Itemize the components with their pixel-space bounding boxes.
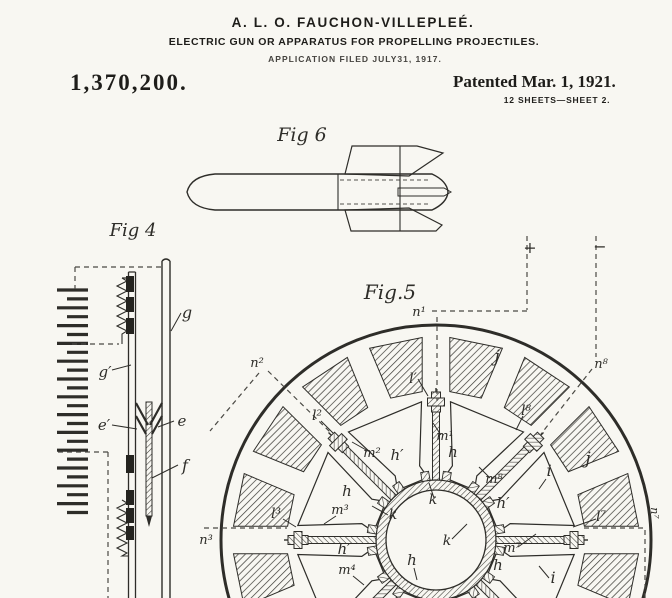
part-label-j: j — [585, 449, 591, 469]
part-label-h: h′ — [390, 446, 404, 464]
part-label-l2: l² — [311, 408, 323, 424]
patented-date: Patented Mar. 1, 1921. — [453, 72, 616, 91]
plus-terminal-label: + — [523, 238, 537, 257]
part-label-l3: l³ — [270, 506, 282, 522]
figure-title-fig5: Fig.5 — [363, 280, 417, 304]
part-label-k: k — [428, 492, 438, 508]
part-label-k: k — [388, 507, 398, 523]
resistor-bank — [57, 290, 88, 513]
zigzag-upper — [117, 278, 127, 344]
part-label-f: f — [182, 456, 188, 475]
part-label-n3: n³ — [199, 533, 213, 548]
fin-bottom — [345, 208, 442, 231]
part-label-h: h′ — [496, 494, 510, 512]
part-label-i: i — [546, 461, 552, 480]
patent-number: 1,370,200. — [70, 70, 188, 95]
sheet-info: 12 SHEETS—SHEET 2. — [503, 95, 611, 105]
fin-top — [345, 146, 443, 176]
part-label-h: h — [493, 556, 503, 574]
part-label-i: i — [550, 568, 556, 587]
figure-title-fig6: Fig 6 — [277, 124, 327, 146]
part-label-l: l′ — [409, 371, 417, 387]
application-filed-line: APPLICATION FILED JULY31, 1917. — [268, 54, 442, 64]
part-label-n7: n⁷ — [648, 507, 661, 519]
part-label-h: h′ — [337, 540, 351, 558]
part-label-m3: m³ — [331, 503, 349, 518]
figure-title-fig4: Fig 4 — [109, 220, 157, 241]
part-label-n8: n⁸ — [594, 357, 608, 372]
part-label-j: j — [494, 347, 500, 367]
part-label-e: e′ — [97, 416, 111, 434]
inventor-name: A. L. O. FAUCHON-VILLEPLEÉ. — [231, 15, 475, 30]
part-label-l8: l⁸ — [520, 403, 532, 419]
minus-terminal-label: − — [593, 237, 607, 256]
part-label-g: g′ — [98, 363, 112, 381]
fig5-stator-diagram — [204, 236, 651, 598]
part-label-h: h — [342, 482, 352, 500]
part-label-e: e — [177, 412, 187, 430]
part-label-k: k — [442, 533, 452, 549]
fig4-projectile — [136, 402, 162, 527]
part-label-m8: m⁸ — [485, 472, 503, 487]
contact-segments — [126, 276, 134, 540]
patent-title: ELECTRIC GUN OR APPARATUS FOR PROPELLING PROJECTILES. — [168, 36, 540, 48]
tail-rod — [398, 188, 451, 196]
part-label-g: g — [181, 303, 193, 322]
fig6-projectile — [187, 146, 451, 231]
part-label-h: h — [448, 443, 458, 461]
part-label-m1: m¹ — [436, 429, 454, 444]
fig4-rail-diagram — [57, 259, 181, 598]
part-label-m4: m⁴ — [338, 563, 356, 578]
part-label-m2: m² — [363, 446, 381, 461]
part-label-n2: n² — [250, 356, 264, 371]
part-label-l7: l⁷ — [595, 509, 607, 525]
part-label-n1: n¹ — [412, 305, 426, 320]
part-label-m7: m⁷ — [503, 541, 521, 556]
part-label-h: h — [407, 551, 417, 569]
